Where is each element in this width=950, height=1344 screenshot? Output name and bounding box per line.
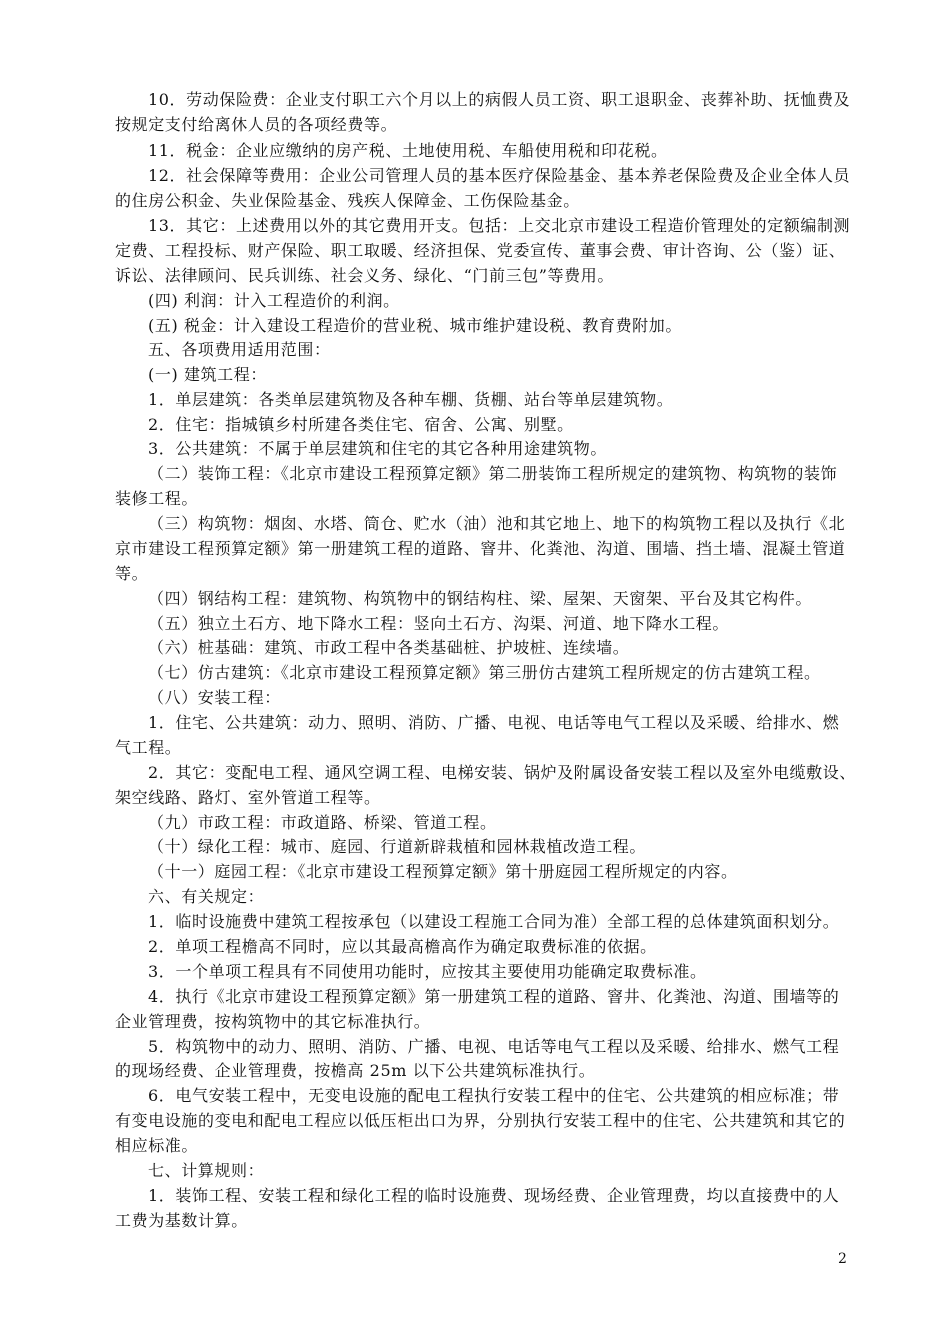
paragraph-line: （七）仿古建筑：《北京市建设工程预算定额》第三册仿古建筑工程所规定的仿古建筑工程。: [148, 663, 821, 682]
paragraph-line: 等。: [115, 564, 149, 583]
paragraph-line: 6．电气安装工程中，无变电设施的配电工程执行安装工程中的住宅、公共建筑的相应标准；带: [148, 1086, 840, 1105]
page-number: 2: [838, 1251, 847, 1267]
paragraph-line: 诉讼、法律顾问、民兵训练、社会义务、绿化、“门前三包”等费用。: [115, 266, 614, 285]
paragraph-line: （十一）庭园工程：《北京市建设工程预算定额》第十册庭园工程所规定的内容。: [148, 862, 738, 881]
paragraph-line: 的现场经费、企业管理费，按檐高 25m 以下公共建筑标准执行。: [115, 1061, 596, 1080]
paragraph-line: 10．劳动保险费：企业支付职工六个月以上的病假人员工资、职工退职金、丧葬补助、抚恤费及: [148, 90, 851, 109]
paragraph-line: （二）装饰工程：《北京市建设工程预算定额》第二册装饰工程所规定的建筑物、构筑物的装饰: [148, 464, 838, 483]
subsection-heading: （八）安装工程：: [148, 688, 281, 707]
paragraph-line: 的住房公积金、失业保险基金、残疾人保障金、工伤保险基金。: [115, 191, 580, 210]
paragraph-line: 有变电设施的变电和配电工程应以低压柜出口为界，分别执行安装工程中的住宅、公共建筑和其它的: [115, 1111, 846, 1130]
paragraph-line: 定费、工程投标、财产保险、职工取暖、经济担保、党委宣传、董事会费、审计咨询、公（鉴）证、: [115, 241, 846, 260]
subsection-heading: (一) 建筑工程：: [148, 365, 267, 384]
paragraph-line: 装修工程。: [115, 489, 199, 508]
paragraph-line: 京市建设工程预算定额》第一册建筑工程的道路、窨井、化粪池、沟道、围墙、挡土墙、混凝土管道: [115, 539, 846, 558]
paragraph-line: 架空线路、路灯、室外管道工程等。: [115, 788, 381, 807]
paragraph-line: 13．其它：上述费用以外的其它费用开支。包括：上交北京市建设工程造价管理处的定额编制测: [148, 216, 851, 235]
paragraph-line: （十）绿化工程：城市、庭园、行道新辟栽植和园林栽植改造工程。: [148, 837, 647, 856]
section-heading: 六、有关规定：: [148, 887, 265, 906]
paragraph-line: 1．临时设施费中建筑工程按承包（以建设工程施工合同为准）全部工程的总体建筑面积划分。: [148, 912, 840, 931]
paragraph-line: 2．其它：变配电工程、通风空调工程、电梯安装、锅炉及附属设备安装工程以及室外电缆敷设、: [148, 763, 856, 782]
paragraph-line: （六）桩基础：建筑、市政工程中各类基础桩、护坡桩、连续墙。: [148, 638, 630, 657]
paragraph-line: (四) 利润：计入工程造价的利润。: [148, 291, 400, 310]
section-heading: 五、各项费用适用范围：: [148, 340, 331, 359]
paragraph-line: 2．单项工程檐高不同时，应以其最高檐高作为确定取费标准的依据。: [148, 937, 657, 956]
paragraph-line: 气工程。: [115, 738, 182, 757]
paragraph-line: （三）构筑物：烟囱、水塔、筒仓、贮水（油）池和其它地上、地下的构筑物工程以及执行《北: [148, 514, 846, 533]
paragraph-line: 3．一个单项工程具有不同使用功能时，应按其主要使用功能确定取费标准。: [148, 962, 707, 981]
paragraph-line: (五) 税金：计入建设工程造价的营业税、城市维护建设税、教育费附加。: [148, 316, 682, 335]
section-heading: 七、计算规则：: [148, 1161, 265, 1180]
paragraph-line: （九）市政工程：市政道路、桥梁、管道工程。: [148, 813, 497, 832]
paragraph-line: 按规定支付给离休人员的各项经费等。: [115, 115, 398, 134]
paragraph-line: 2．住宅：指城镇乡村所建各类住宅、宿舍、公寓、别墅。: [148, 415, 574, 434]
paragraph-line: （五）独立土石方、地下降水工程：竖向土石方、沟渠、河道、地下降水工程。: [148, 614, 730, 633]
paragraph-line: 企业管理费，按构筑物中的其它标准执行。: [115, 1012, 431, 1031]
paragraph-line: 5．构筑物中的动力、照明、消防、广播、电视、电话等电气工程以及采暖、给排水、燃气工程: [148, 1037, 840, 1056]
paragraph-line: （四）钢结构工程：建筑物、构筑物中的钢结构柱、梁、屋架、天窗架、平台及其它构件。: [148, 589, 813, 608]
paragraph-line: 1．单层建筑：各类单层建筑物及各种车棚、货棚、站台等单层建筑物。: [148, 390, 674, 409]
paragraph-line: 11．税金：企业应缴纳的房产税、土地使用税、车船使用税和印花税。: [148, 141, 668, 160]
paragraph-line: 1．住宅、公共建筑：动力、照明、消防、广播、电视、电话等电气工程以及采暖、给排水、燃: [148, 713, 840, 732]
paragraph-line: 4．执行《北京市建设工程预算定额》第一册建筑工程的道路、窨井、化粪池、沟道、围墙等的: [148, 987, 840, 1006]
paragraph-line: 3．公共建筑：不属于单层建筑和住宅的其它各种用途建筑物。: [148, 439, 607, 458]
paragraph-line: 12．社会保障等费用：企业公司管理人员的基本医疗保险基金、基本养老保险费及企业全体人员: [148, 166, 851, 185]
paragraph-line: 工费为基数计算。: [115, 1211, 248, 1230]
paragraph-line: 相应标准。: [115, 1136, 199, 1155]
paragraph-line: 1．装饰工程、安装工程和绿化工程的临时设施费、现场经费、企业管理费，均以直接费中的人: [148, 1186, 840, 1205]
